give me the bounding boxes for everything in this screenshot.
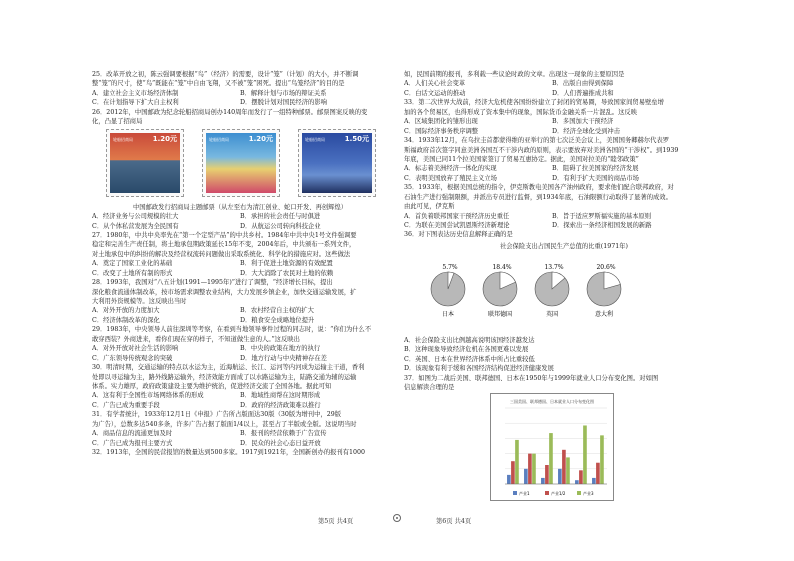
- answer-option: D．有利于扩大美国的商品市场: [552, 174, 639, 182]
- bar: [583, 425, 587, 484]
- question-text-line: 25．改革开放之初，陈云强调要根据“鸟”（经济）的需要，设计“笼”（计划）的大小，并不断调: [92, 71, 359, 78]
- question-text-line: 稳定和完善生产责任制，将土地承包期政策延长15年不变，2004年后，中共颁布一系列文件，: [92, 241, 356, 249]
- bar-chart-title: 三国美国、联邦德国、日本就业人口分布变化图: [510, 398, 594, 404]
- answer-option: C．广告已成为重要手段: [92, 401, 160, 409]
- option-row: [92, 222, 388, 231]
- answer-option: D．经济全球化受到冲击: [552, 127, 621, 135]
- option-row: [92, 212, 388, 221]
- bar: [511, 461, 515, 484]
- answer-option: C．表明美国放弃了殖民主义立场: [404, 174, 497, 182]
- answer-option: B．中央的政策在地方的执行: [240, 345, 321, 353]
- bar: [528, 453, 532, 483]
- question-text-line: 32．1913年，全国的民营报馆的数量达到500多家。1917到1921年，全国新创办的报刊有1000: [92, 449, 366, 456]
- answer-option: A．建立社会主义市场经济体制: [92, 89, 179, 97]
- answer-option: A．经济业务与公司规模的壮大: [92, 213, 179, 221]
- question-text-line: 深化粮食流通体制改革，按市场需求调整农业结构，大力发展乡镇企业，加快交通运输发展，扩: [92, 288, 357, 296]
- pie-value-label: 20.6%: [596, 264, 616, 272]
- question-text-line: 敢穿西装？外商进来，看你们现在穿的样子，不知道做生意的人。”这反映出: [92, 335, 300, 343]
- stamp-caption: 中国邮政发行招商局主题邮票（从左至右为清江创业、蛇口开发、再创辉煌）: [132, 203, 348, 211]
- pie-chart-svg: [404, 251, 704, 331]
- answer-option: B．旨于适应罗斯福实施的基本原则: [552, 212, 652, 220]
- option-row: [92, 89, 388, 98]
- answer-option: B．报刊的经营依赖于广告宣传: [240, 430, 327, 438]
- question-text-line: 体系。实力雄厚，政府政策建设主要为维护统治，促进经济交流了全国各地。据此可知: [92, 382, 332, 390]
- stamp-name: 轮船招商局: [113, 136, 133, 142]
- legend-label: 产业3: [583, 490, 594, 496]
- legend-swatch: [577, 491, 581, 495]
- left-column: [92, 70, 388, 457]
- bar: [524, 468, 528, 483]
- option-row: [92, 354, 388, 363]
- answer-option: C．国际经济事务秩序调整: [404, 127, 479, 135]
- answer-option: A．这有利于全国性市场网络体系的形成: [92, 392, 204, 400]
- answer-option: C．经济体制改革的深化: [92, 316, 160, 324]
- question-text-line: 石油生产进行强制限额，并派出专员进行监督，到1934年底，石油限额行动取得了显著的成效。: [404, 193, 672, 201]
- answer-option: B．农村经营自主权的扩大: [240, 307, 314, 315]
- option-row: [92, 401, 388, 410]
- stamp-name: 轮船招商局: [209, 136, 229, 142]
- bar: [558, 468, 562, 483]
- answer-option: C．从个体私营发展为全民国有: [92, 222, 179, 230]
- answer-option: A．对外开放对社会生活的影响: [92, 345, 179, 353]
- question-text-line: 大利用外资规模等。这反映出当时: [92, 298, 187, 305]
- answer-option: C．广东领导传统观念的突破: [92, 354, 173, 362]
- page-number-right: 第6页 共4页: [436, 518, 472, 525]
- pie-chart-figure: [404, 242, 704, 334]
- option-row: [92, 98, 388, 107]
- answer-option: B．承担的社会责任与时俱进: [240, 213, 321, 221]
- option-row: [404, 79, 704, 88]
- option-row: [92, 316, 388, 325]
- bar: [507, 474, 511, 483]
- answer-option: D．政府的经济政策难以推行: [240, 401, 321, 409]
- question-text-line: 31．有学者统计，1933年12月1日《申报》广告所占版面达30版（30版为增刊中，29版: [92, 411, 342, 419]
- bar: [596, 462, 600, 483]
- stamp-value: 1.50元: [344, 134, 369, 143]
- stamp: [202, 129, 280, 197]
- bar: [532, 453, 536, 483]
- answer-option: B．阻碍了拉美国家的经济发展: [552, 165, 639, 173]
- pie-0: [431, 264, 465, 318]
- question-text-line: 为广告），总数多达540多条，许多广告占据了版面1/4以上，甚至占了半版或全版。这说明当时: [92, 420, 357, 428]
- answer-option: C．改变了土地所有制的形式: [92, 269, 173, 277]
- pie-1: [483, 264, 517, 318]
- question-text-line: 化，凸显了招商局: [92, 118, 143, 126]
- page-center-mark: [393, 514, 401, 522]
- answer-option: D．粮食安全成略地位提升: [240, 316, 315, 324]
- answer-option: D．人们普遍推成共和: [552, 89, 614, 97]
- question-text-line: 37．如图为二战后美国、联邦德国、日本在1950年与1999年就业人口分布变化图。对如图: [404, 374, 659, 382]
- bar-chart-svg: [491, 394, 613, 500]
- stamp: [106, 129, 184, 197]
- answer-option: C．在计划指导下扩大自主权利: [92, 99, 179, 107]
- answer-option: B．多国加大干预经济: [552, 118, 614, 126]
- question-text-line: 信息解读合理的是: [404, 384, 455, 392]
- stamp-images: [92, 129, 388, 201]
- option-row: [92, 306, 388, 315]
- stamp-value: 1.20元: [248, 134, 273, 143]
- answer-option: D．民众的社会心态日益开放: [240, 439, 321, 447]
- pie-value-label: 13.7%: [544, 264, 564, 272]
- answer-option: D．地方行动与中央精神存在差: [240, 354, 327, 362]
- bar-chart-figure: [490, 393, 614, 501]
- answer-option: A．首负着联邦国家干预经济历史重任: [404, 212, 510, 220]
- option-row: [92, 344, 388, 353]
- pie-country-label: 意大利: [594, 311, 614, 319]
- answer-option: A．区域集团化的雏形出现: [404, 118, 478, 126]
- bar: [515, 439, 519, 483]
- question-text-line: 33．第二次世界大战前，经济大危机使各国纷纷建立了封闭的贸易圈，导致国家间贸易壁垒增: [404, 99, 664, 107]
- option-row: [404, 127, 704, 136]
- answer-option: C．为联在美国尝试凯恩斯经济新理论: [404, 222, 510, 229]
- answer-option: D．大大消除了农民对土地的依赖: [240, 269, 334, 277]
- answer-option: A．人们关心社会变革: [404, 80, 466, 88]
- answer-option: B．地域性商帮在这时期形成: [240, 392, 321, 400]
- bar: [566, 457, 570, 484]
- option-row: [92, 391, 388, 400]
- legend-label: 产业1/2: [551, 490, 566, 496]
- bar: [541, 477, 545, 483]
- answer-option: C．白话文运动的推动: [404, 89, 466, 97]
- question-text-line: 35．1933年，根据美国总统的指令，伊克斯教电美国各产油州政府，要求他们配合联邦政府，对: [404, 184, 674, 192]
- question-text-line: 加的各个贸易区，也得形成了资本集中的现象，国际货币金融关系一片混乱。这反映: [404, 108, 637, 116]
- pie-value-label: 5.7%: [442, 264, 458, 272]
- bar: [545, 465, 549, 484]
- answer-option: B．出版自由得到保障: [552, 80, 614, 88]
- bar: [592, 477, 596, 483]
- pie-country-label: 联邦德国: [487, 311, 513, 319]
- pie-chart-title: 社会保险支出占国民生产总值的比重(1971年): [500, 242, 628, 250]
- answer-option: D．探索出一条经济相国发展的新路: [552, 222, 652, 229]
- answer-option: B．解释计划与市场的辩证关系: [240, 89, 327, 97]
- question-text-line: 对土地承包中的纠纷的解决及经营权流转问题做出采取系统化、科学化的措施应对。这些做法: [92, 250, 351, 258]
- bar: [562, 449, 566, 483]
- answer-option: A．对外开放的力度加大: [92, 307, 160, 315]
- stamp-picture: [110, 133, 180, 193]
- stamp-picture: [302, 133, 372, 193]
- legend-label: 产业1: [519, 490, 530, 496]
- question-text-line: 处即以寻运输为主，路外线路运输外，经济效能方面成了以水路运输为主，陆路交通为辅的运输: [92, 373, 357, 381]
- answer-option: A．社会保险支出比例越高说明该国经济越发达: [404, 336, 535, 344]
- option-row: [404, 164, 704, 173]
- question-text-line: 如，民国前期的报刊，多利载一些议论时政的文章。出现这一现象的主要原因是: [404, 71, 625, 78]
- question-text-line: 斯福政府首次签字同意美洲各国互不干涉内政的原则，表示要放弃对美洲各国的“干涉权”。到1939: [404, 146, 679, 154]
- stamp-picture: [206, 133, 276, 193]
- question-text-line: 34．1933年12月，在乌拉圭首都蒙得维的亚举行的第七次泛美会议上，美国国务卿赫尔代表罗: [404, 137, 670, 145]
- option-row: [404, 89, 704, 98]
- answer-option: D．摆脱计划对国民经济的影响: [240, 99, 327, 107]
- pie-country-label: 日本: [441, 311, 455, 319]
- question-text-line: 26．2012年，中国邮政为纪念轮船招商局创办140周年而发行了一组特种邮票。邮票图案反映的变: [92, 108, 368, 116]
- legend-swatch: [513, 491, 517, 495]
- option-row: [92, 439, 388, 448]
- option-row: [404, 212, 704, 221]
- question-text-line: 年底，美国已同11个拉美国家签订了贸易互惠协定。据此，美国对拉美的“睦邻政策”: [404, 155, 639, 163]
- legend-swatch: [545, 491, 549, 495]
- question-text-line: 30．明清时期，交通运输的特点以水运为主，近海航运、长江、运河等内河成为运输主干道，香利: [92, 364, 365, 372]
- option-row: [404, 117, 704, 126]
- option-row: [92, 429, 388, 438]
- option-row: [92, 269, 388, 278]
- option-row: [404, 221, 704, 230]
- pie-value-label: 18.4%: [492, 264, 512, 272]
- bar: [579, 470, 583, 484]
- answer-option: B．利于促进土地资源的有效配置: [240, 260, 333, 268]
- question-text-line: 由此可见，伊克斯: [404, 203, 455, 211]
- pie-3: [587, 264, 621, 318]
- stamp: [298, 129, 376, 197]
- option-row: [92, 259, 388, 268]
- question-text-line: 27．1980年，中共中央率先在“第一个定型产品”的中共乡村。1984年中共中央1号文件强调要: [92, 231, 357, 239]
- answer-option: D．从航运公司转向科技企业: [240, 222, 321, 230]
- question-text-line: 29．1983年，中央领导人前往深圳等考察，在看到当地领导事件过程的同志时，说：“你们为什么不: [92, 326, 372, 334]
- bar: [575, 480, 579, 484]
- answer-option: A．商品信息的流通更加及时: [92, 430, 173, 438]
- bar: [549, 433, 553, 484]
- answer-option: C．广告已成为报刊主要方式: [92, 439, 173, 447]
- bar: [600, 435, 604, 484]
- right-column: [404, 70, 704, 501]
- pie-2: [535, 264, 569, 318]
- question-text-line: 28．1993年，我国对“八五计划(1991—1995年)”进行了调整，“经济增长目标，提出: [92, 279, 333, 287]
- stamp-value: 1.20元: [152, 134, 177, 143]
- answer-option: C．英国、日本在世界经济体系中所占比重较低: [404, 355, 535, 363]
- answer-option: B．这种现象导致经济危机在各国更难以发展: [404, 346, 529, 354]
- page-number-left: 第5页 共4页: [318, 518, 354, 525]
- option-row: [404, 174, 704, 183]
- question-text-line: 整“笼”的尺寸，使“鸟”既能在“笼”中自由飞翔，又不被“笼”困死。提出“鸟笼经济”的目的是: [92, 80, 345, 88]
- pie-country-label: 英国: [545, 311, 559, 319]
- answer-option: D．该现象有利于缓和各国经济结构促进经济健康发展: [404, 365, 554, 373]
- answer-option: A．奠定了国家工业化的基础: [92, 260, 173, 268]
- stamp-name: 轮船招商局: [305, 136, 325, 142]
- question-text-line: 36．对下图表达历史信息解释正确的是: [404, 231, 513, 239]
- answer-option: A．标志着美洲经济一体化的实现: [404, 165, 497, 173]
